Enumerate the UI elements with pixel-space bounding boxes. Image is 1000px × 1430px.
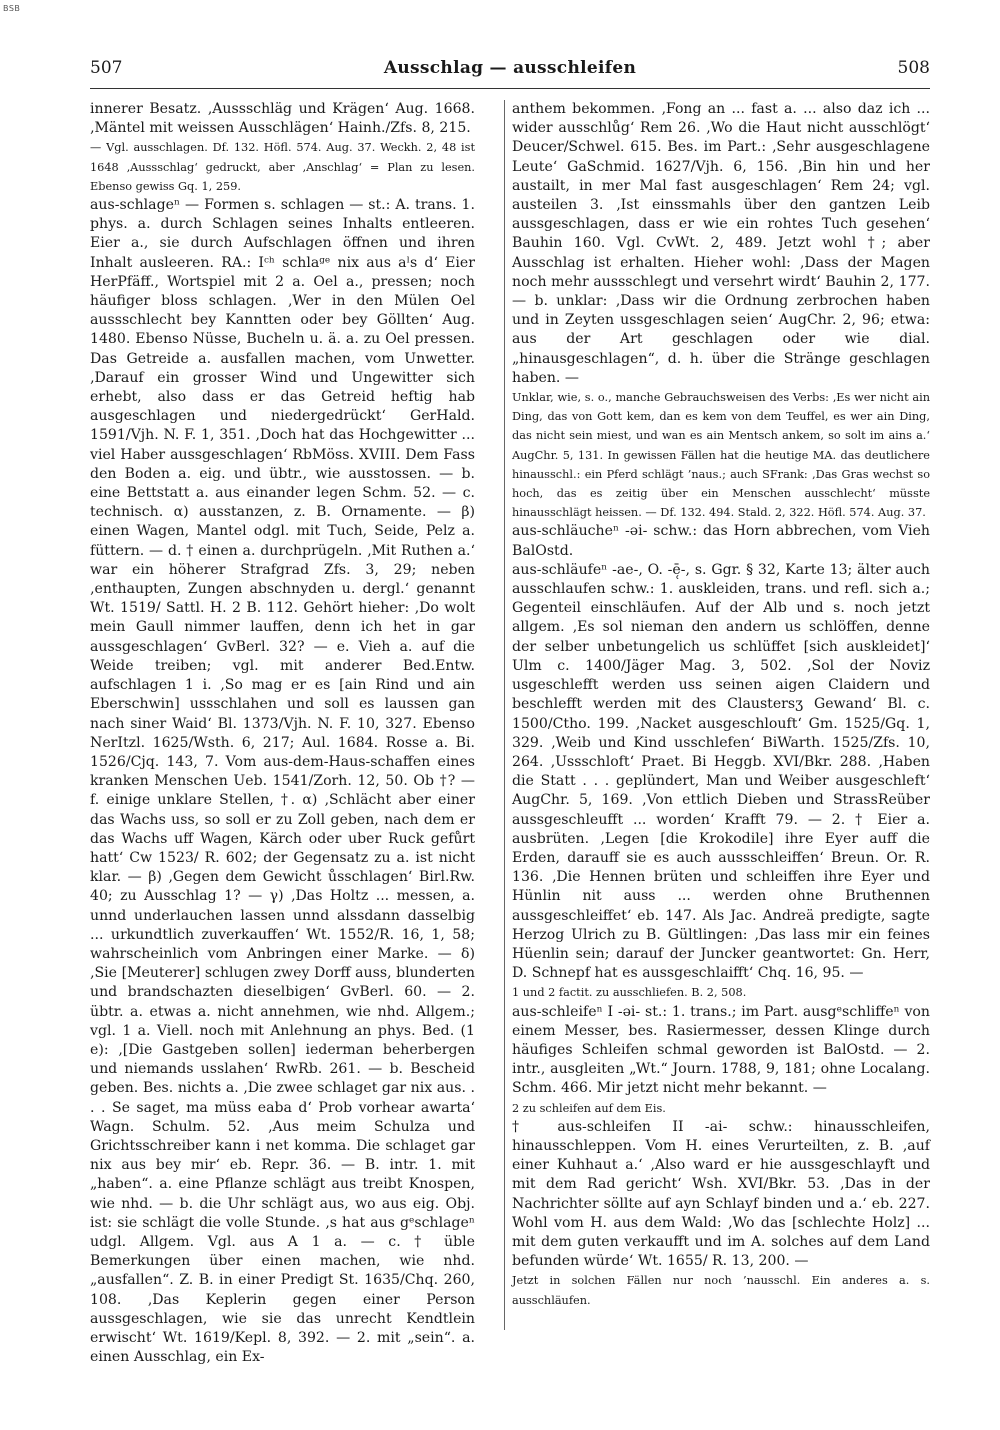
paragraph-note: — Vgl. ausschlagen. Df. 132. Höfl. 574. Aug. 37. Weckh. 2, 48 ist 1648 ‚Aussschlag‘ gedruckt, aber ‚Anschlag‘ = Plan zu lesen. Ebenso gewiss Gq. 1, 259. bbox=[90, 141, 475, 193]
paragraph: † aus-schleifen II -ai- schw.: hinausschleifen, hinausschleppen. Vom H. eines Verurteilten, z. B. ‚auf einer Kuhhaut a.‘ ‚Also ward er hie aussgeschlayft und mit dem Rad gericht‘ Wsh. XVI/Bkr. 53. ‚Das in der Nachrichter söllte auf ayn Schlayf binden und a.‘ eb. 227. Wohl vom H. aus dem Wald: ‚Wo das [schlechte Holz] ... mit dem guten verkaufft und im A. solches auf dem Land befunden würde‘ Wt. 1655/ R. 13, 200. — bbox=[512, 1118, 930, 1270]
running-title: Ausschlag — ausschleifen bbox=[383, 58, 637, 78]
column-divider bbox=[504, 100, 505, 1330]
paragraph-note: 1 und 2 factit. zu ausschliefen. B. 2, 508. bbox=[512, 986, 747, 1000]
paragraph-note: 2 zu schleifen auf dem Eis. bbox=[512, 1101, 666, 1115]
paragraph: aus-schläucheⁿ -əi- schw.: das Horn abbrechen, vom Vieh BalOstd. bbox=[512, 523, 930, 559]
paragraph-note: Unklar, wie, s. o., manche Gebrauchsweisen des Verbs: ‚Es wer nicht ain Ding, das von Gott kem, dan es kem von dem Teuffel, es wer ain Ding, das nicht sein miest, und wan es ain Mentsch ankem, so solt im ains a.‘ AugChr. 5, 131. In gewissen Fällen hat die heutige MA. das deutlichere hinausschl.: ein Pferd schlägt ’naus.; auch SFrank: ‚Das Gras wechst so hoch, das es zeitig über ein Menschen ausschlecht‘ müsste hinausschlägt heissen. — Df. 132. 494. Stald. 2, 322. Höfl. 574. Aug. 37. bbox=[512, 391, 930, 520]
page-header bbox=[90, 58, 930, 86]
page-number-right: 508 bbox=[897, 58, 930, 78]
page-number-left: 507 bbox=[90, 58, 123, 78]
paragraph: aus-schleifeⁿ I -əi- st.: 1. trans.; im Part. ausgᵉschliffeⁿ von einem Messer, bes. Rasiermesser, dessen Klinge durch häufiges Schleifen schmal geworden ist BalOstd. — 2. intr., ausgleiten „Wt.“ Journ. 1788, 9, 181; ohne Localang. Schm. 466. Mir jetzt nicht mehr bekannt. — bbox=[512, 1003, 930, 1097]
paragraph: innerer Besatz. ‚Aussschläg und Krägen‘ Aug. 1668. ‚Mäntel mit weissen Ausschlägen‘ Hainh./Zfs. 8, 215. bbox=[90, 101, 475, 137]
paragraph: aus-schläufeⁿ -ae-, O. -ē̜-, s. Ggr. § 32, Karte 13; älter auch ausschlaufen schw.: 1. auskleiden, trans. und refl. sich a.; Gegenteil einschläufen. Auf der Alb und s. noch jetzt allgem. ‚Es sol nieman den andern us schlöffen, denne der selber unbetungelich us schlüffet [sich auskleidet]‘ Ulm c. 1400/Jäger Mag. 3, 502. ‚Sol der Noviz usgeschlefft werden uss seinen aigen Claidern und beschlefft werden mit des Claustersʒ Gewand‘ Bl. c. 1500/Ctho. 199. ‚Nacket ausgeschlouft‘ Gm. 1525/Gq. 1, 329. ‚Weib und Kind usschlefen‘ BiWarth. 1525/Zfs. 10, 264. ‚Ussschloft‘ Praet. Bi Heggb. XVI/Bkr. 288. ‚Haben die Statt . . . geplündert, Man und Weiber ausgeschleft‘ AugChr. 5, 169. ‚Von ettlich Dieben und StrassReüber aussgeschleufft ... worden‘ Krafft 79. — 2. † Eier a. ausbrüten. ‚Legen [die Krokodile] ihre Eyer auff die Erden, darauff sie es auch aussschleiffen‘ Breun. Or. R. 136. ‚Die Hennen brüten und schleiffen ihre Eyer und Hünlin nit auss ... werden ohne Bruthennen aussgeschleiffet‘ eb. 147. Als Jac. Andreä predigte, sagte Herzog Ulrich zu B. Gültlingen: ‚Das lass mir ein feines Hüenlin sein; darauf der Juncker geantwortet: Gn. Herr, D. Schnepf hat es aussgeschlaifft‘ Chq. 16, 95. — bbox=[512, 561, 930, 982]
paragraph: anthem bekommen. ‚Fong an ... fast a. ... also daz ich ... wider ausschlůg‘ Rem 26. ‚Wo die Haut nicht ausschlögt‘ Deucer/Schwel. 615. Bes. im Part.: ‚Sehr ausgeschlagene Leute‘ GaSchmid. 1627/Vjh. 6, 156. ‚Bin hin und her austailt, in mer Mal fast ausgeschlagen‘ Rem 24; vgl. austeilen 3. ‚Ist einssmahls über den gantzen Leib aussgeschlagen, dass er wie ein rohtes Tuch gesehen‘ Bauhin 160. Vgl. CvWt. 2, 489. Jetzt wohl †; aber Ausschlag ist erhalten. Hieher wohl: ‚Dass der Magen noch mehr aussschlegt und versehrt wirdt‘ Bauhin 2, 177. — b. unklar: ‚Dass wir die Ordnung zerbrochen haben und in Zeyten ussgeschlagen seien‘ AugChr. 2, 96; etwa: aus der Art geschlagen oder wie dial. „hinausgeschlagen“, d. h. über die Stränge geschlagen haben. — bbox=[512, 101, 930, 386]
paragraph: aus-schlageⁿ — Formen s. schlagen — st.: A. trans. 1. phys. a. durch Schlagen seines Inhalts entleeren. Eier a., sie durch Aufschlagen öffnen und ihren Inhalt ausleeren. RA.: Iᶜʰ schlaᵍᵉ nix aus aˡs d‘ Eier HerPfäff., Wortspiel mit 2 a. Oel a., pressen; noch häufiger bloss schlagen. ‚Wer in den Mülen Oel aussschlecht bey Kanntten oder bey Göllten‘ Aug. 1480. Ebenso Nüsse, Bucheln u. ä. a. zu Oel pressen. Das Getreide a. ausfallen machen, vom Unwetter. ‚Darauf ein grosser Wind und Ungewitter sich erhebt, also dass er das Getreid heftig hab ausgeschlagen und niedergedrückt‘ GerHald. 1591/Vjh. N. F. 1, 351. ‚Doch hat das Hochgewitter ... viel Haber aussgeschlagen‘ RbMöss. XVIII. Dem Fass den Boden a. eig. und übtr., wie ausstossen. — b. eine Bettstatt a. aus einander legen Schm. 52. — c. technisch. α) ausstanzen, z. B. Ornamente. — β) einen Wagen, Mantel odgl. mit Tuch, Seide, Pelz a. füttern. — d. † einen a. durchprügeln. ‚Mit Ruthen a.‘ war ein höherer Strafgrad Zfs. 3, 29; neben ‚enthaupten, Zungen abschnyden u. dergl.‘ genannt Wt. 1519/ Sattl. H. 2 B. 112. Gehört hieher: ‚Do wolt mein Gaull nimmer lauffen, denn ich het in gar aussgeschlagen‘ GvBerl. 32? — e. Vieh a. auf die Weide treiben; vgl. mit anderer Bed.Entw. aufschlagen 1 i. ‚So mag er es [ain Rind und ain Eberschwin] ussschlahen und soll es laussen gan nach siner Waid‘ Bl. 1373/Vjh. N. F. 10, 327. Ebenso NerItzl. 1625/Wsth. 6, 217; Aul. 1684. Rosse a. Bi. 1526/Cjq. 143, 7. Vom aus-dem-Haus-schaffen eines kranken Menschen Ueb. 1541/Zorh. 12, 50. Ob †? — f. einige unklare Stellen, †. α) ‚Schlächt aber einer das Wachs uss, so soll er zu Zoll geben, nach dem er das Wachs uff Wagen, Kärch oder uber Ruck gefůrt hatt‘ Cw 1523/ R. 602; der Gegensatz zu a. ist nicht klar. — β) ‚Gegen dem Gewicht ůsschlagen‘ Birl.Rw. 40; zu Ausschlag 1? — γ) ‚Das Holtz ... messen, a. unnd underlauchen lassen unnd alssdann dasselbig ... urkundtlich zuverkauffen‘ Wt. 1552/R. 16, 1, 58; wahrscheinlich vom Anbringen einer Marke. — δ) ‚Sie [Meuterer] schlugen zwey Dorff auss, blunderten und brandschazten dieselbigen‘ GvBerl. 60. — 2. übtr. a. etwas a. nicht annehmen, wie nhd. Allgem.; vgl. 1 a. Viell. noch mit Anlehnung an phys. Bed. (1 e): ‚[Die Gastgeben sollen] iederman beherbergen und niemands usslahen‘ RwRb. 261. — b. Bescheid geben. Bes. nichts a. ‚Die zwee schlaget gar nix aus. . . . Se saget, ma müss eaba d‘ Prob vorhear awarta‘ Wagn. Schulm. 52. ‚Aus meim Schulza und Grichtsschreiber kann i net komma. Die schlaget gar nix aus bey mir‘ eb. Repr. 36. — B. intr. 1. mit „haben“. a. eine Pflanze schlägt aus treibt Knospen, wie nhd. — b. die Uhr schlägt aus, wo aus eig. Obj. ist: sie schlägt die volle Stunde. ‚s hat aus gᵉschlageⁿ udgl. Allgem. Vgl. aus A 1 a. — c. † üble Bemerkungen über einen machen, wie nhd. „ausfallen“. Z. B. in einer Predigt St. 1635/Chq. 260, 108. ‚Das Keplerin gegen einer Person aussgeschlagen, wie sie das unrecht Kendtlein erwischt‘ Wt. 1619/Kepl. 8, 392. — 2. mit „sein“. a. einen Ausschlag, ein Ex- bbox=[90, 197, 475, 1366]
header-rule bbox=[90, 88, 930, 89]
paragraph-note: Jetzt in solchen Fällen nur noch ’nausschl. Ein anderes a. s. ausschläufen. bbox=[512, 1274, 930, 1307]
right-column bbox=[512, 100, 930, 1310]
left-column bbox=[90, 100, 475, 1367]
library-stamp: BSB bbox=[3, 4, 21, 13]
